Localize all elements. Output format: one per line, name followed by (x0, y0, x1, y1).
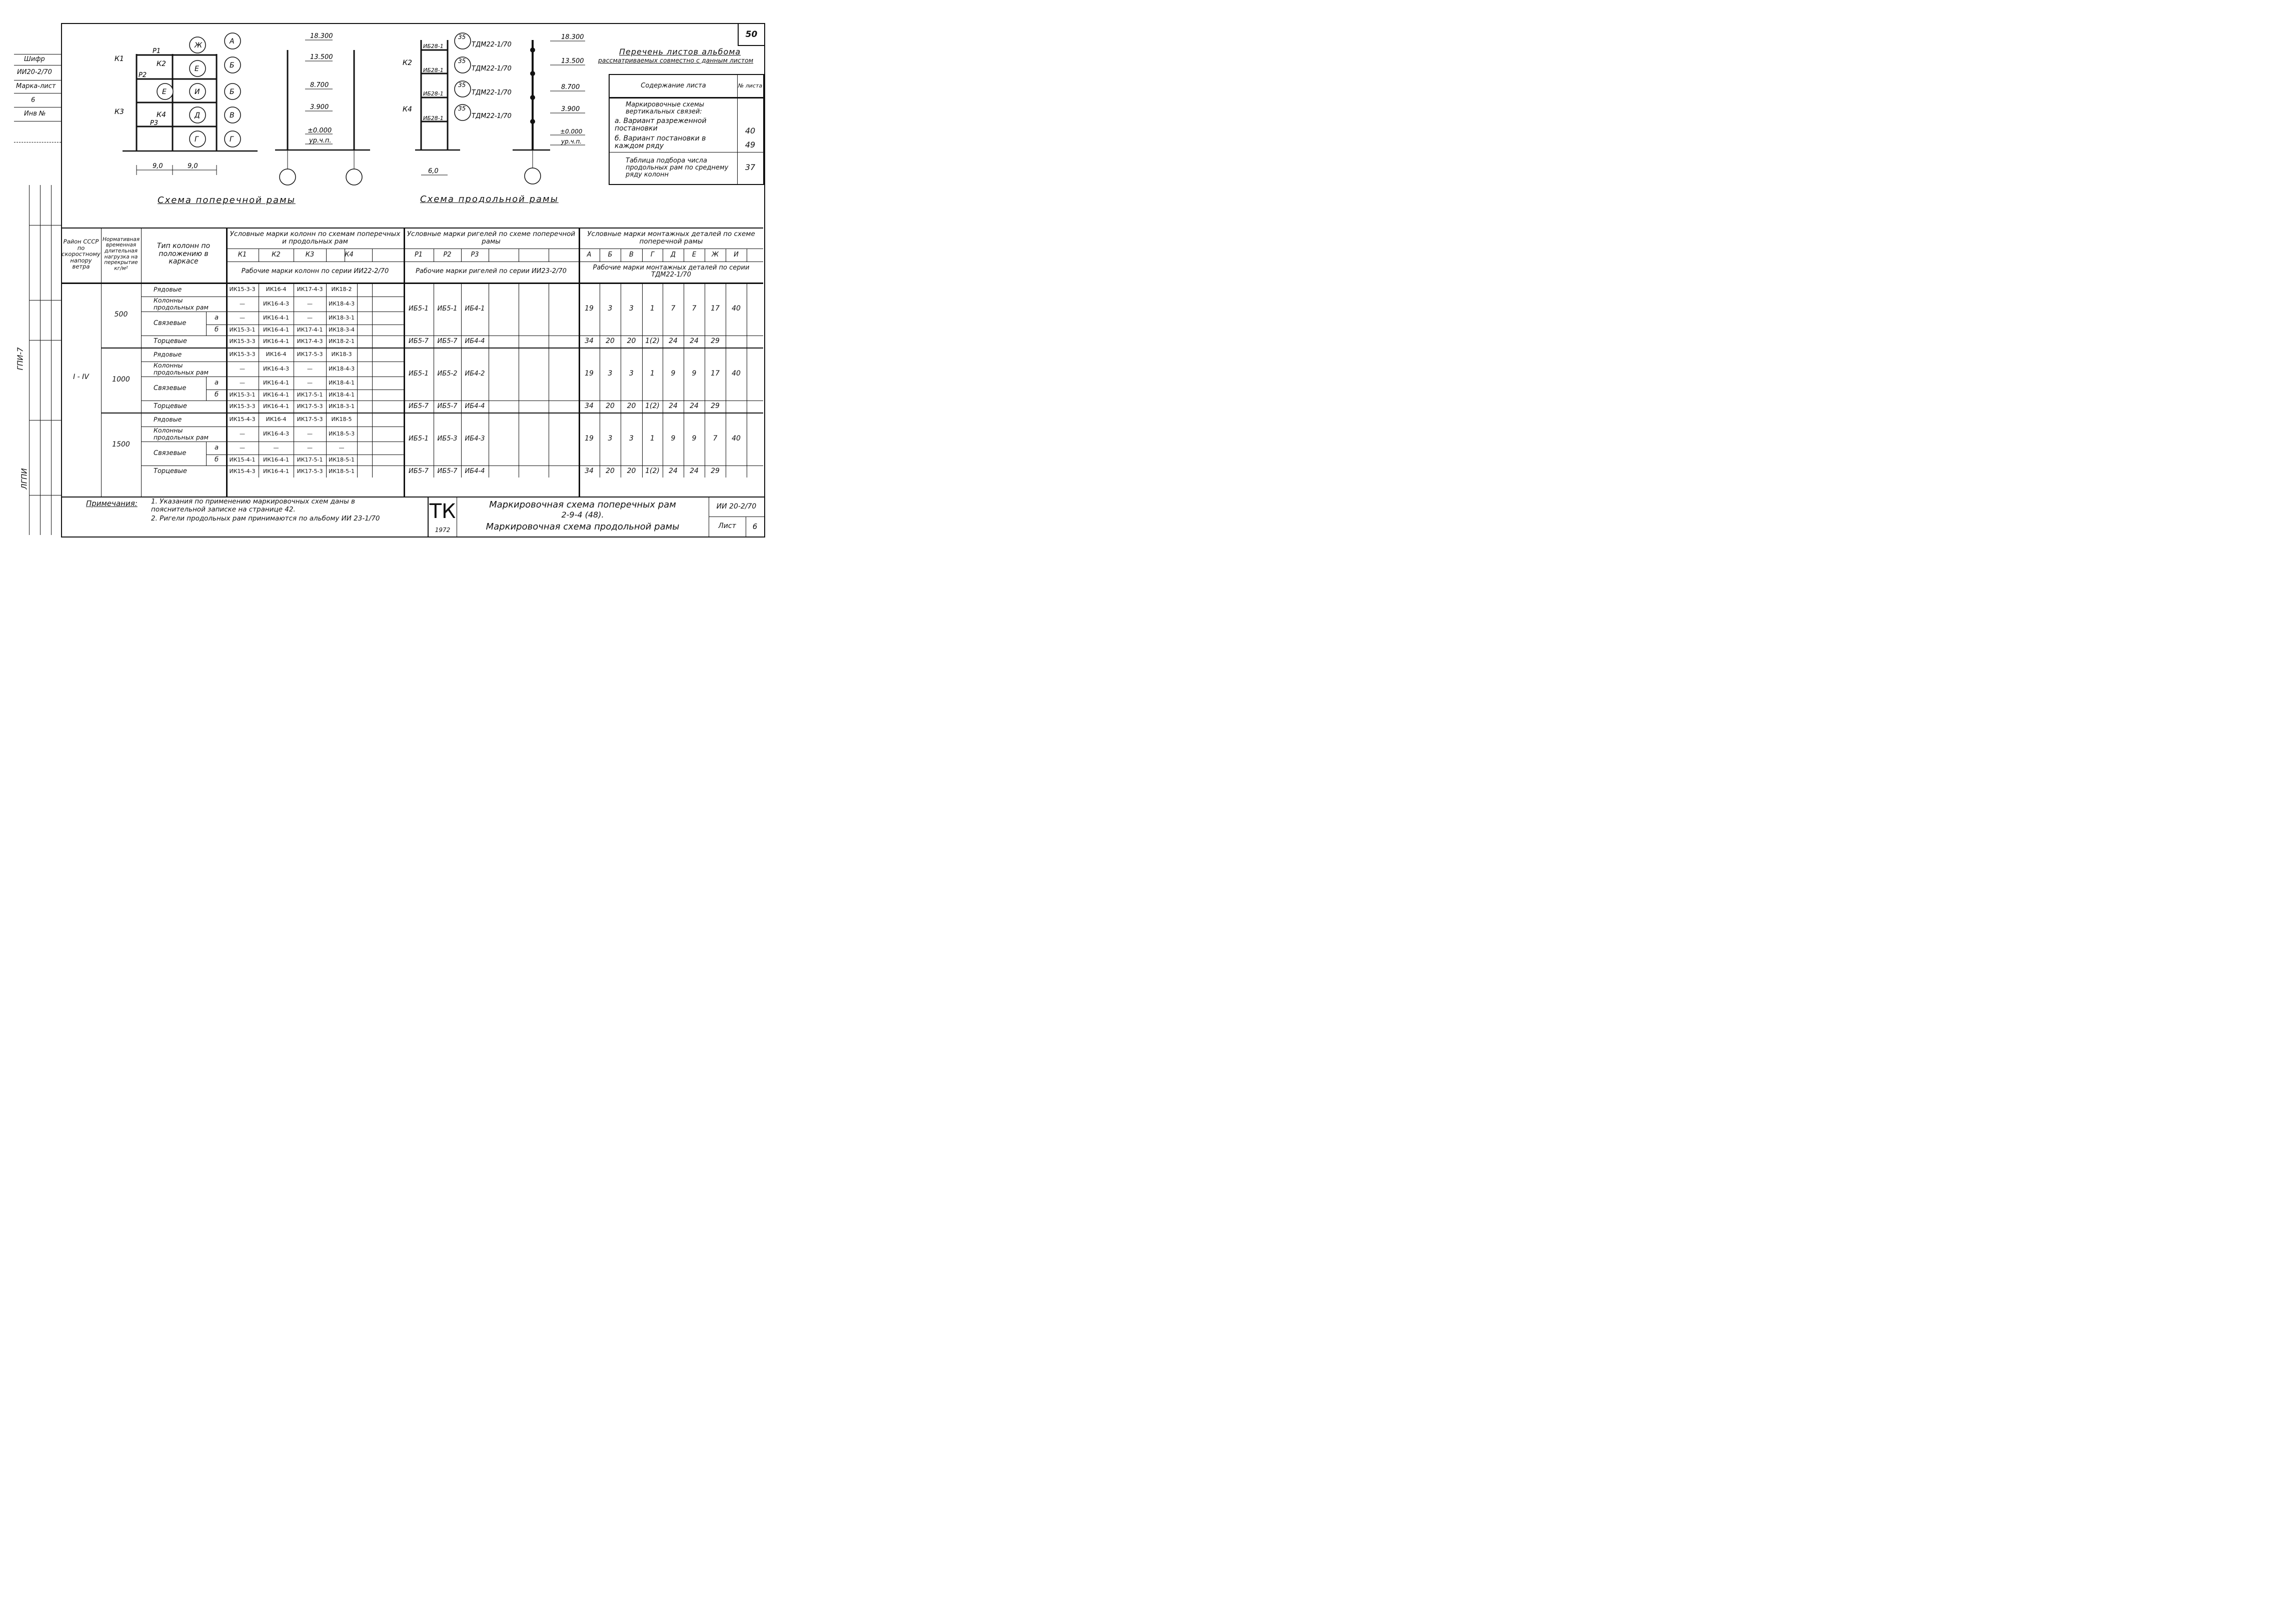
svg-text:ИБ28-1: ИБ28-1 (423, 67, 444, 74)
sheet-list-subtitle: рассматриваемых совместно с данным листом (598, 56, 754, 64)
title-line-2: 2-9-4 (48). (561, 510, 604, 520)
marka-label: Марка-лист (16, 82, 56, 90)
column-mark: — (240, 379, 245, 386)
column-mark: — (240, 300, 245, 307)
sheet-row-2: а. Вариант разреженной постановки (615, 116, 707, 132)
sheet-list-table (609, 74, 764, 185)
detail-mark: 20 (627, 402, 636, 410)
detail-mark: 3 (629, 370, 634, 378)
svg-text:35: 35 (458, 82, 466, 88)
grid-line (372, 248, 373, 262)
girder-mark: ИБ5-1 (409, 434, 429, 442)
detail-mark: 29 (711, 402, 720, 410)
load-value: 500 (114, 310, 128, 319)
girder-mark: ИБ5-7 (409, 467, 429, 475)
transverse-frame-schema (113, 30, 258, 185)
load-value: 1500 (112, 440, 130, 449)
main-table (61, 228, 763, 496)
svg-text:И: И (195, 88, 200, 96)
h-girseries: Рабочие марки ригелей по серии ИИ23-2/70 (416, 267, 567, 275)
column-mark: — (339, 444, 345, 451)
detail-key: И (734, 250, 739, 258)
label-p2: Р2 (139, 72, 147, 79)
column-mark: — (307, 314, 313, 321)
detail-mark: 24 (669, 337, 678, 346)
svg-text:Б: Б (230, 62, 235, 70)
grid-line (372, 348, 373, 412)
svg-text:Б: Б (230, 88, 235, 96)
svg-text:Е: Е (162, 88, 167, 96)
h-load: Нормативная временная длительная нагрузка на перекрытие кг/м² (102, 236, 140, 272)
h-region: Район СССР по скоростному напору ветра (62, 238, 101, 270)
column-mark: ИК16-4-1 (263, 379, 289, 386)
col-key: К2 (272, 250, 281, 258)
column-mark: ИК15-3-1 (229, 326, 256, 333)
girder-mark: ИБ5-2 (437, 370, 458, 378)
column-mark: ИК17-4-3 (297, 338, 323, 344)
svg-text:±0.000: ±0.000 (308, 127, 332, 134)
detail-key: Д (670, 250, 676, 258)
column-mark: — (240, 365, 245, 372)
sub-variant: б (214, 456, 219, 464)
column-mark: ИК17-5-3 (297, 402, 323, 410)
girder-mark: ИБ5-1 (437, 304, 458, 312)
girder-mark: ИБ5-7 (437, 402, 458, 410)
column-type: Рядовые (154, 416, 182, 424)
column-type: Связевые (154, 319, 187, 327)
column-type: Связевые (154, 384, 187, 392)
sheet-number-box (738, 23, 765, 46)
girder-mark: ИБ4-4 (465, 337, 485, 345)
column-mark: ИК16-4-1 (263, 338, 289, 344)
caption-transverse: Схема поперечной рамы (158, 195, 296, 206)
detail-mark: 7 (671, 304, 676, 313)
title-line-1: Маркировочная схема поперечных рам (489, 500, 676, 510)
column-mark: — (240, 314, 245, 321)
column-type: Колонны продольных рам (154, 426, 209, 441)
column-mark: ИК15-3-3 (229, 286, 256, 292)
sheet-row-1: Маркировочные схемы вертикальных связей: (626, 100, 705, 116)
column-mark: ИК17-4-3 (297, 286, 323, 292)
detail-mark: 1 (650, 370, 655, 378)
label-k1: К1 (115, 55, 124, 63)
detail-mark: 24 (669, 402, 678, 410)
girder-mark: ИБ4-2 (465, 370, 485, 378)
column-type: Торцевые (154, 402, 187, 410)
left-stamp (14, 50, 61, 150)
detail-key: В (629, 250, 634, 258)
girder-mark: ИБ5-7 (437, 337, 458, 345)
girder-key: Р2 (443, 250, 452, 258)
detail-mark: 1 (650, 304, 655, 313)
svg-text:А: А (230, 38, 235, 46)
column-mark: ИК18-4-1 (329, 379, 355, 386)
marka-value: 6 (31, 96, 36, 104)
svg-text:13.500: 13.500 (310, 54, 333, 61)
sheet-num-3: 49 (745, 140, 756, 150)
svg-text:ТДМ22-1/70: ТДМ22-1/70 (472, 65, 512, 72)
svg-text:3.900: 3.900 (561, 106, 580, 113)
detail-mark: 29 (711, 337, 720, 346)
girder-mark: ИБ4-4 (465, 467, 485, 475)
column-mark: — (307, 444, 313, 451)
column-mark: — (240, 444, 245, 451)
svg-text:ИБ28-1: ИБ28-1 (423, 43, 444, 50)
column-mark: ИК16-4-1 (263, 456, 289, 463)
detail-key: Ж (711, 250, 719, 258)
svg-text:Ж: Ж (195, 42, 203, 50)
detail-mark: 3 (608, 370, 613, 378)
notes-label: Примечания: (86, 499, 138, 508)
col-content: Содержание листа (641, 82, 706, 90)
detail-mark: 3 (629, 304, 634, 313)
svg-text:8.700: 8.700 (561, 84, 580, 91)
detail-mark: 40 (732, 434, 741, 443)
detail-mark: 34 (585, 337, 594, 346)
column-mark: ИК18-2-1 (329, 338, 355, 344)
h-colmarks: Условные марки колонн по схемам поперечных и продольных рам (230, 230, 401, 246)
svg-text:ТДМ22-1/70: ТДМ22-1/70 (472, 112, 512, 120)
detail-mark: 17 (711, 304, 720, 313)
grid-line (326, 412, 327, 478)
shifr-label: Шифр (24, 56, 45, 63)
svg-text:18.300: 18.300 (310, 32, 333, 40)
sub-variant: а (215, 378, 219, 386)
detail-mark: 40 (732, 304, 741, 313)
detail-mark: 24 (690, 467, 699, 476)
org-gpi7: ГПИ-7 (16, 347, 25, 370)
column-mark: ИК16-4-3 (263, 300, 289, 307)
detail-mark (726, 466, 747, 478)
title-code: ИИ 20-2/70 (716, 502, 757, 511)
column-mark: ИК17-4-1 (297, 326, 323, 333)
column-type: Колонны продольных рам (154, 296, 209, 311)
column-mark: ИК18-3-1 (329, 314, 355, 321)
grid-line (206, 376, 207, 400)
grid-line (206, 442, 207, 466)
girder-mark: ИБ4-3 (465, 434, 485, 442)
detail-mark: 19 (585, 370, 594, 378)
detail-mark: 19 (585, 434, 594, 443)
girder-mark: ИБ5-3 (437, 434, 458, 442)
col-key: К3 (305, 250, 315, 258)
column-mark: ИК17-5-3 (297, 350, 323, 358)
grid-line (357, 412, 358, 478)
label-p3: Р3 (150, 120, 159, 127)
h-type: Тип колонн по положению в каркасе (157, 242, 211, 266)
column-mark: ИК18-5-3 (329, 430, 355, 437)
column-mark: ИК15-4-3 (229, 468, 256, 474)
column-type: Торцевые (154, 337, 187, 345)
grid-line (206, 312, 207, 336)
column-mark: ИК17-5-1 (297, 391, 323, 398)
column-type: Колонны продольных рам (154, 362, 209, 376)
column-mark: — (273, 444, 279, 451)
detail-mark: 3 (629, 434, 634, 443)
sub-variant: а (215, 444, 219, 452)
detail-mark: 24 (690, 337, 699, 346)
svg-text:ИБ28-1: ИБ28-1 (423, 90, 444, 97)
column-mark: ИК16-4-1 (263, 326, 289, 333)
column-mark: ИК18-5-1 (329, 468, 355, 474)
detail-mark: 20 (627, 467, 636, 476)
column-mark: ИК15-3-3 (229, 402, 256, 410)
column-mark: ИК15-3-3 (229, 338, 256, 344)
sheet-row-4: Таблица подбора числа продольных рам по среднему ряду колонн (626, 156, 729, 179)
dim-1: 9,0 (153, 162, 163, 170)
svg-text:6,0: 6,0 (428, 168, 439, 175)
column-mark: ИК18-3 (331, 350, 352, 358)
detail-mark: 17 (711, 370, 720, 378)
h-detmarks: Условные марки монтажных деталей по схеме поперечной рамы (587, 230, 755, 246)
sub-variant: б (214, 390, 219, 398)
svg-text:ТДМ22-1/70: ТДМ22-1/70 (472, 89, 512, 96)
detail-mark: 24 (690, 402, 699, 410)
svg-text:ур.ч.п.: ур.ч.п. (561, 138, 582, 145)
detail-mark: 34 (585, 467, 594, 476)
column-mark: — (307, 365, 313, 372)
label-k4: К4 (157, 111, 166, 119)
column-mark: ИК16-4-1 (263, 314, 289, 321)
detail-mark: 20 (606, 402, 615, 410)
column-mark: ИК18-3-4 (329, 326, 355, 333)
signature-column (16, 185, 61, 535)
svg-text:Г: Г (195, 136, 199, 144)
column-mark: ИК15-4-3 (229, 416, 256, 422)
detail-mark: 3 (608, 434, 613, 443)
column-type: Торцевые (154, 467, 187, 475)
detail-mark: 1(2) (645, 337, 660, 346)
column-mark: ИК16-4 (266, 286, 287, 292)
column-mark: ИК16-4 (266, 416, 287, 422)
sheet-num-4: 37 (745, 162, 756, 172)
col-key: К1 (238, 250, 247, 258)
note-2: 2. Ригели продольных рам принимаются по альбому ИИ 23-1/70 (151, 514, 380, 522)
girder-key: Р1 (414, 250, 423, 258)
grid-line (326, 348, 327, 412)
detail-key: Г (650, 250, 655, 258)
girder-mark: ИБ4-4 (465, 402, 485, 410)
svg-text:8.700: 8.700 (310, 82, 329, 89)
detail-mark (726, 400, 747, 412)
label-k2: К2 (157, 60, 166, 68)
year: 1972 (435, 526, 451, 534)
girder-mark: ИБ5-7 (409, 402, 429, 410)
column-mark: ИК17-5-1 (297, 456, 323, 463)
grid-line (372, 412, 373, 478)
sheet-number: 50 (745, 29, 758, 40)
girder-mark: ИБ5-1 (409, 304, 429, 312)
detail-mark: 9 (692, 434, 697, 443)
svg-text:ур.ч.п.: ур.ч.п. (309, 137, 332, 144)
load-value: 1000 (112, 376, 130, 384)
detail-key: А (587, 250, 592, 258)
org-lgpi: ЛГПИ (20, 468, 29, 490)
svg-text:Г: Г (230, 136, 234, 144)
column-mark: ИК18-2 (331, 286, 352, 292)
detail-mark: 19 (585, 304, 594, 313)
detail-mark: 20 (627, 337, 636, 346)
column-mark: ИК18-4-1 (329, 391, 355, 398)
column-mark: ИК15-3-1 (229, 391, 256, 398)
svg-text:13.500: 13.500 (561, 58, 584, 65)
svg-text:35: 35 (458, 34, 466, 40)
column-type: Рядовые (154, 350, 182, 358)
girder-mark: ИБ5-7 (409, 337, 429, 345)
girder-mark: ИБ5-1 (409, 370, 429, 378)
col-key: К4 (345, 250, 354, 258)
detail-mark: 9 (671, 434, 676, 443)
detail-mark: 24 (669, 467, 678, 476)
column-type: Связевые (154, 449, 187, 457)
detail-mark: 1 (650, 434, 655, 443)
detail-mark: 1(2) (645, 402, 660, 410)
column-mark: ИК18-4-3 (329, 365, 355, 372)
column-mark: ИК17-5-3 (297, 416, 323, 422)
column-mark: ИК16-4-3 (263, 365, 289, 372)
title-line-3: Маркировочная схема продольной рамы (486, 522, 680, 532)
column-mark: ИК16-4 (266, 350, 287, 358)
detail-mark: 3 (608, 304, 613, 313)
detail-mark: 34 (585, 402, 594, 410)
label-p1: Р1 (153, 48, 161, 55)
column-mark: — (307, 300, 313, 307)
detail-mark: 9 (692, 370, 697, 378)
svg-text:ТДМ22-1/70: ТДМ22-1/70 (472, 41, 512, 48)
detail-mark: 20 (606, 467, 615, 476)
svg-text:ИБ28-1: ИБ28-1 (423, 115, 444, 122)
column-mark: — (307, 379, 313, 386)
h-colseries: Рабочие марки колонн по серии ИИ22-2/70 (241, 267, 389, 275)
detail-key: Е (692, 250, 697, 258)
sheet-num-2: 40 (745, 126, 756, 136)
note-1: 1. Указания по применению маркировочных схем даны в пояснительной записке на странице 42. (151, 498, 355, 514)
title-block (428, 496, 765, 538)
svg-text:3.900: 3.900 (310, 104, 329, 111)
girder-mark: ИБ4-1 (465, 304, 485, 312)
column-mark: ИК18-3-1 (329, 402, 355, 410)
column-mark: ИК16-4-3 (263, 430, 289, 437)
inv-label: Инв № (24, 110, 46, 118)
column-mark: ИК15-3-3 (229, 350, 256, 358)
svg-text:35: 35 (458, 105, 466, 112)
column-mark: ИК18-5 (331, 416, 352, 422)
column-mark: ИК17-5-3 (297, 468, 323, 474)
svg-text:К4: К4 (403, 106, 412, 114)
column-mark: ИК18-5-1 (329, 456, 355, 463)
svg-text:±0.000: ±0.000 (560, 128, 583, 135)
sheet-label: Лист (718, 522, 736, 530)
sheet-list-title: Перечень листов альбома (619, 47, 741, 56)
girder-key: Р3 (471, 250, 479, 258)
col-num: № листа (738, 82, 763, 89)
elevation-left (270, 30, 370, 190)
column-mark: ИК16-4-1 (263, 402, 289, 410)
column-mark: ИК16-4-1 (263, 468, 289, 474)
svg-text:Е: Е (195, 65, 199, 73)
svg-text:35: 35 (458, 58, 466, 64)
h-detseries: Рабочие марки монтажных деталей по серии ТДМ22-1/70 (593, 264, 750, 278)
detail-mark: 7 (692, 304, 697, 313)
sub-variant: б (214, 326, 219, 334)
column-mark: ИК16-4-1 (263, 391, 289, 398)
girder-mark: ИБ5-7 (437, 467, 458, 475)
caption-longitudinal: Схема продольной рамы (420, 194, 559, 204)
column-mark: — (240, 430, 245, 437)
dim-2: 9,0 (188, 162, 198, 170)
svg-text:В: В (230, 112, 235, 120)
detail-mark: 29 (711, 467, 720, 476)
sub-variant: а (215, 314, 219, 322)
longitudinal-frame-schema (400, 30, 600, 190)
sheet-value: 6 (752, 522, 758, 531)
label-k3: К3 (115, 108, 124, 116)
column-mark: ИК15-4-1 (229, 456, 256, 463)
svg-text:Д: Д (195, 112, 200, 120)
column-type: Рядовые (154, 286, 182, 294)
shifr-value: ИИ20-2/70 (17, 68, 52, 76)
column-mark: ИК18-4-3 (329, 300, 355, 307)
detail-key: Б (608, 250, 613, 258)
grid-line (372, 282, 373, 348)
grid-line (357, 348, 358, 412)
svg-text:18.300: 18.300 (561, 34, 584, 41)
logo-tk: ТК (429, 500, 456, 523)
detail-mark: 7 (713, 434, 718, 443)
grid-line (326, 282, 327, 348)
column-mark: — (307, 430, 313, 437)
detail-mark: 40 (732, 370, 741, 378)
detail-mark: 9 (671, 370, 676, 378)
svg-text:К2: К2 (403, 59, 412, 67)
region-value: I - IV (73, 373, 89, 382)
detail-mark (726, 336, 747, 348)
sheet-row-3: б. Вариант постановки в каждом ряду (615, 134, 706, 150)
grid-line (357, 282, 358, 348)
detail-mark: 1(2) (645, 467, 660, 476)
detail-mark: 20 (606, 337, 615, 346)
h-girmarks: Условные марки ригелей по схеме поперечной рамы (407, 230, 576, 246)
